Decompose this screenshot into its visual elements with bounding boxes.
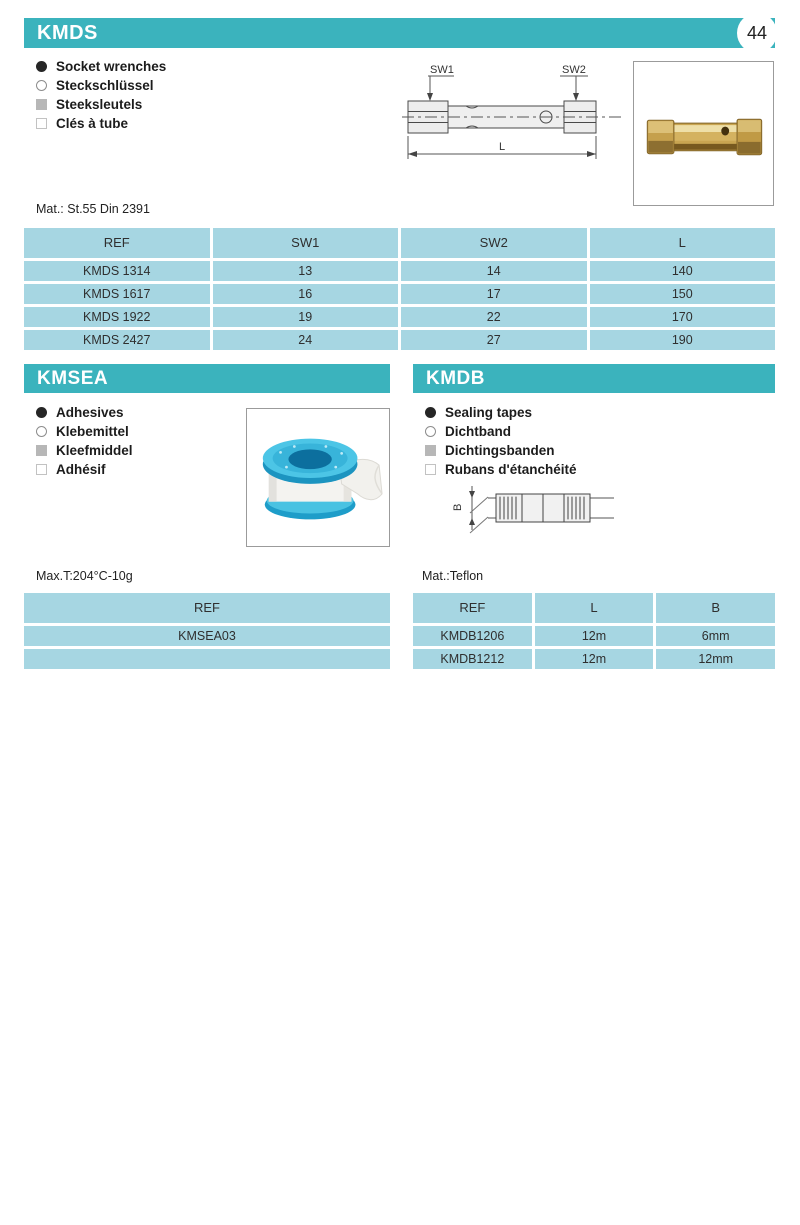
kmds-product-photo xyxy=(633,61,774,206)
table-cell: 22 xyxy=(401,307,587,327)
table-cell: 190 xyxy=(590,330,776,350)
table-cell: 19 xyxy=(213,307,399,327)
table-cell: 6mm xyxy=(656,626,775,646)
bullet-label: Socket wrenches xyxy=(56,59,167,74)
table-cell: 27 xyxy=(401,330,587,350)
bullet-item xyxy=(425,422,577,441)
bullet-label: Dichtingsbanden xyxy=(445,443,555,458)
bullet-label: Klebemittel xyxy=(56,424,129,439)
table-header-cell: REF xyxy=(24,228,210,258)
table-cell: KMDB1206 xyxy=(413,626,532,646)
bullet-label: Rubans d'étanchéité xyxy=(445,462,577,477)
dim-label-sw2: SW2 xyxy=(562,64,586,76)
open-square-icon xyxy=(36,118,47,129)
dim-label-b: B xyxy=(452,503,464,511)
open-circle-icon xyxy=(36,80,47,91)
filled-circle-icon xyxy=(36,407,47,418)
table-header-row xyxy=(24,228,775,258)
table-cell: KMSEA03 xyxy=(24,626,390,646)
bullet-item xyxy=(36,403,133,422)
bullet-item xyxy=(425,460,577,479)
kmds-technical-drawing xyxy=(400,60,628,165)
section-title-kmdb: KMDB xyxy=(426,368,485,389)
bullet-label: Kleefmiddel xyxy=(56,443,133,458)
kmdb-material-note: Mat.:Teflon xyxy=(422,569,484,583)
table-header-row xyxy=(413,593,775,623)
bullet-item xyxy=(36,422,133,441)
table-cell: 14 xyxy=(401,261,587,281)
ptfe-tape-roll-image xyxy=(247,409,389,546)
table-cell: 12m xyxy=(535,649,654,669)
table-row xyxy=(24,284,775,304)
kmdb-technical-drawing xyxy=(448,478,620,548)
bullet-label: Dichtband xyxy=(445,424,511,439)
bullet-item xyxy=(36,441,133,460)
section-header-kmds xyxy=(24,18,775,48)
kmds-size-table xyxy=(24,228,775,353)
table-cell: KMDS 2427 xyxy=(24,330,210,350)
table-cell: 13 xyxy=(213,261,399,281)
bullet-label: Adhesives xyxy=(56,405,124,420)
table-cell: 170 xyxy=(590,307,776,327)
table-row xyxy=(413,626,775,646)
table-cell: KMDS 1617 xyxy=(24,284,210,304)
bullet-label: Sealing tapes xyxy=(445,405,533,420)
bullet-item xyxy=(36,460,133,479)
section-header-kmsea xyxy=(24,364,390,393)
kmdb-size-table xyxy=(413,593,775,672)
table-cell: 12mm xyxy=(656,649,775,669)
kmsea-product-name-list xyxy=(36,403,133,479)
kmsea-size-table xyxy=(24,593,390,672)
table-header-cell: REF xyxy=(24,593,390,623)
table-cell: 24 xyxy=(213,330,399,350)
bullet-item xyxy=(36,76,166,95)
table-cell: KMDS 1314 xyxy=(24,261,210,281)
bullet-label: Clés à tube xyxy=(56,116,129,131)
table-header-row xyxy=(24,593,390,623)
page-number-badge xyxy=(737,13,777,53)
table-row xyxy=(24,626,390,646)
section-title-kmds: KMDS xyxy=(37,22,98,44)
table-header-cell: REF xyxy=(413,593,532,623)
bullet-label: Steckschlüssel xyxy=(56,78,154,93)
table-cell: KMDB1212 xyxy=(413,649,532,669)
table-header-cell: SW2 xyxy=(401,228,587,258)
table-header-cell: L xyxy=(535,593,654,623)
table-cell: 16 xyxy=(213,284,399,304)
table-cell xyxy=(24,649,390,669)
table-row xyxy=(24,330,775,350)
kmdb-product-name-list xyxy=(425,403,577,479)
bullet-item xyxy=(36,114,166,133)
section-title-kmsea: KMSEA xyxy=(37,368,109,389)
table-cell: KMDS 1922 xyxy=(24,307,210,327)
filled-circle-icon xyxy=(425,407,436,418)
bullet-item xyxy=(36,57,166,76)
kmds-product-name-list xyxy=(36,57,166,133)
table-row xyxy=(24,649,390,669)
table-cell: 12m xyxy=(535,626,654,646)
open-circle-icon xyxy=(36,426,47,437)
dim-label-l: L xyxy=(499,141,506,153)
table-cell: 140 xyxy=(590,261,776,281)
filled-square-icon xyxy=(36,445,47,456)
socket-wrench-image xyxy=(634,62,773,205)
bullet-label: Adhésif xyxy=(56,462,106,477)
bullet-item xyxy=(425,403,577,422)
table-row xyxy=(24,307,775,327)
table-cell: 150 xyxy=(590,284,776,304)
page-number: 44 xyxy=(746,23,768,43)
table-row xyxy=(413,649,775,669)
open-square-icon xyxy=(425,464,436,475)
table-header-cell: B xyxy=(656,593,775,623)
table-cell: 17 xyxy=(401,284,587,304)
section-header-kmdb xyxy=(413,364,775,393)
filled-square-icon xyxy=(425,445,436,456)
kmds-material-note: Mat.: St.55 Din 2391 xyxy=(36,202,150,216)
table-header-cell: L xyxy=(590,228,776,258)
table-header-cell: SW1 xyxy=(213,228,399,258)
kmsea-material-note: Max.T:204°C-10g xyxy=(36,569,133,583)
filled-circle-icon xyxy=(36,61,47,72)
bullet-item xyxy=(36,95,166,114)
dim-label-sw1: SW1 xyxy=(430,64,454,76)
filled-square-icon xyxy=(36,99,47,110)
table-row xyxy=(24,261,775,281)
kmsea-product-photo xyxy=(246,408,390,547)
bullet-label: Steeksleutels xyxy=(56,97,143,112)
open-square-icon xyxy=(36,464,47,475)
open-circle-icon xyxy=(425,426,436,437)
bullet-item xyxy=(425,441,577,460)
